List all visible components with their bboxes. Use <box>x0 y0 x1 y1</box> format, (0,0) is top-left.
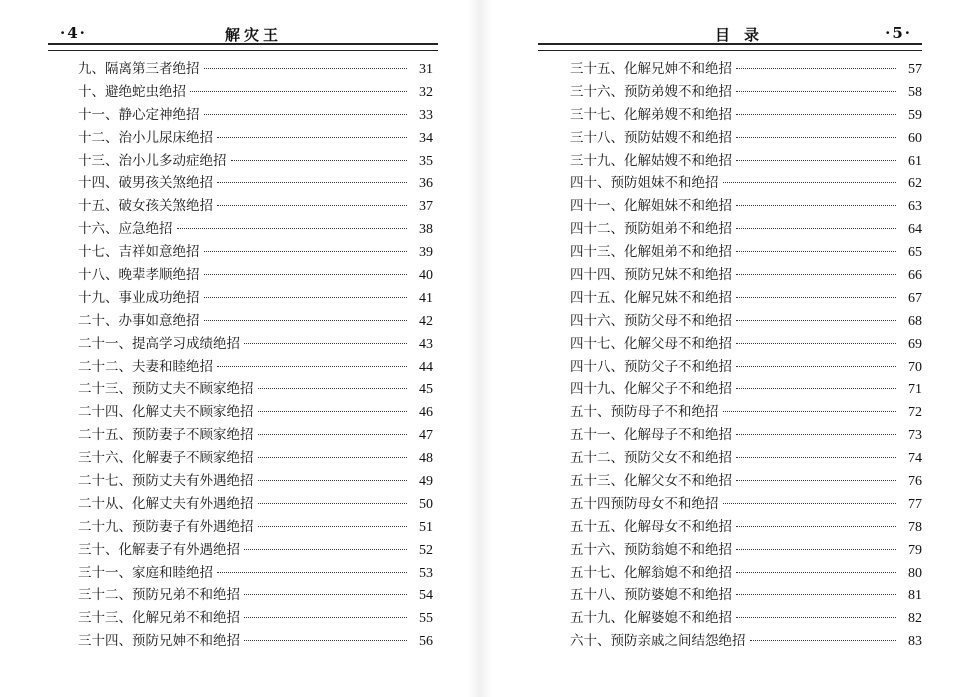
toc-entry-title: 四十五、化解兄妹不和绝招 <box>570 289 732 306</box>
toc-dot-leader <box>244 640 407 641</box>
toc-dot-leader <box>204 251 408 252</box>
toc-dot-leader <box>736 68 896 69</box>
toc-entry <box>570 539 922 562</box>
toc-entry <box>570 401 922 424</box>
toc-entry-title: 四十一、化解姐妹不和绝招 <box>570 198 732 215</box>
toc-entry <box>78 562 433 585</box>
toc-entry <box>570 493 922 516</box>
toc-entry <box>570 562 922 585</box>
toc-entry-title: 十四、破男孩关煞绝招 <box>78 175 213 192</box>
toc-entry-page: 45 <box>419 382 433 398</box>
toc-entry-title: 四十四、预防兄妹不和绝招 <box>570 267 732 284</box>
toc-dot-leader <box>258 457 408 458</box>
toc-dot-leader <box>736 297 896 298</box>
toc-entry <box>78 333 433 356</box>
toc-entry <box>570 333 922 356</box>
toc-dot-leader <box>244 549 407 550</box>
toc-entry-page: 49 <box>419 474 433 490</box>
toc-entry-title: 五十七、化解翁媳不和绝招 <box>570 564 732 581</box>
toc-entry <box>78 58 433 81</box>
left-header-title: 解灾王 <box>225 26 283 44</box>
toc-entry-title: 四十三、化解姐弟不和绝招 <box>570 244 732 261</box>
toc-dot-leader <box>204 320 408 321</box>
toc-entry <box>78 447 433 470</box>
left-page-header <box>50 24 435 44</box>
toc-entry <box>78 493 433 516</box>
toc-entry <box>570 424 922 447</box>
toc-entry-page: 33 <box>419 107 433 123</box>
toc-dot-leader <box>736 320 896 321</box>
toc-entry-title: 五十二、预防父女不和绝招 <box>570 450 732 467</box>
toc-entry-title: 四十七、化解父母不和绝招 <box>570 335 732 352</box>
toc-entry-title: 三十七、化解弟嫂不和绝招 <box>570 106 732 123</box>
toc-dot-leader <box>723 411 897 412</box>
toc-entry-page: 78 <box>908 519 922 535</box>
toc-entry <box>78 81 433 104</box>
toc-entry-page: 64 <box>908 222 922 238</box>
toc-entry <box>570 58 922 81</box>
toc-entry-page: 55 <box>419 611 433 627</box>
toc-entry <box>570 310 922 333</box>
toc-entry-title: 三十六、化解妻子不顾家绝招 <box>78 450 254 467</box>
toc-entry <box>78 172 433 195</box>
toc-entry-page: 63 <box>908 199 922 215</box>
toc-entry <box>570 218 922 241</box>
toc-dot-leader <box>231 160 408 161</box>
toc-entry-title: 十五、破女孩关煞绝招 <box>78 198 213 215</box>
toc-entry <box>570 127 922 150</box>
left-header-rule <box>48 43 438 51</box>
toc-entry-page: 51 <box>419 519 433 535</box>
toc-entry-page: 56 <box>419 634 433 650</box>
toc-entry-page: 73 <box>908 428 922 444</box>
toc-entry-title: 三十一、家庭和睦绝招 <box>78 564 213 581</box>
left-toc-list <box>78 58 433 653</box>
toc-entry <box>78 150 433 173</box>
right-header-rule <box>538 43 922 51</box>
toc-entry <box>78 104 433 127</box>
toc-entry-title: 五十九、化解婆媳不和绝招 <box>570 610 732 627</box>
toc-entry-page: 80 <box>908 565 922 581</box>
toc-entry-title: 三十五、化解兄妽不和绝招 <box>570 61 732 77</box>
toc-dot-leader <box>217 182 407 183</box>
toc-entry-title: 十二、治小儿尿床绝招 <box>78 129 213 146</box>
toc-entry <box>570 264 922 287</box>
toc-entry-title: 五十三、化解父女不和绝招 <box>570 473 732 490</box>
toc-entry-title: 十八、晚辈孝顺绝招 <box>78 267 200 284</box>
toc-entry-page: 32 <box>419 84 433 100</box>
toc-entry <box>78 424 433 447</box>
toc-entry-page: 44 <box>419 359 433 375</box>
toc-entry-title: 三十六、预防弟嫂不和绝招 <box>570 83 732 100</box>
toc-entry-page: 43 <box>419 336 433 352</box>
toc-entry-title: 三十、化解妻子有外遇绝招 <box>78 541 240 558</box>
toc-entry-page: 37 <box>419 199 433 215</box>
toc-entry-page: 83 <box>908 634 922 650</box>
right-page-number: ·5· <box>885 24 912 42</box>
toc-entry <box>78 630 433 653</box>
toc-entry-page: 52 <box>419 542 433 558</box>
toc-entry-page: 68 <box>908 313 922 329</box>
toc-entry-page: 35 <box>419 153 433 169</box>
toc-entry-title: 四十九、化解父子不和绝招 <box>570 381 732 398</box>
toc-entry-title: 二十、办事如意绝招 <box>78 312 200 329</box>
toc-dot-leader <box>736 366 896 367</box>
toc-dot-leader <box>258 388 408 389</box>
toc-entry-title: 十一、静心定神绝招 <box>78 106 200 123</box>
toc-entry-title: 二十四、化解丈夫不顾家绝招 <box>78 404 254 421</box>
toc-entry-title: 二十五、预防妻子不顾家绝招 <box>78 427 254 444</box>
toc-dot-leader <box>244 343 407 344</box>
toc-entry-page: 66 <box>908 268 922 284</box>
toc-dot-leader <box>177 228 408 229</box>
toc-entry-page: 39 <box>419 245 433 261</box>
toc-dot-leader <box>736 594 896 595</box>
toc-entry-page: 59 <box>908 107 922 123</box>
toc-dot-leader <box>190 91 407 92</box>
toc-entry <box>570 104 922 127</box>
toc-dot-leader <box>736 160 896 161</box>
toc-entry-title: 二十从、化解丈夫有外遇绝招 <box>78 495 254 512</box>
toc-entry-title: 五十四预防母女不和绝招 <box>570 495 719 512</box>
toc-entry-title: 五十、预防母子不和绝招 <box>570 404 719 421</box>
toc-entry-title: 十九、事业成功绝招 <box>78 289 200 306</box>
toc-entry-title: 二十二、夫妻和睦绝招 <box>78 358 213 375</box>
toc-entry-page: 69 <box>908 336 922 352</box>
toc-entry <box>78 195 433 218</box>
toc-entry-title: 十三、治小儿多动症绝招 <box>78 152 227 169</box>
toc-entry <box>78 218 433 241</box>
toc-entry <box>570 356 922 379</box>
right-page <box>480 0 960 697</box>
toc-entry <box>570 241 922 264</box>
toc-entry <box>78 356 433 379</box>
toc-dot-leader <box>258 503 408 504</box>
toc-dot-leader <box>736 549 896 550</box>
toc-dot-leader <box>736 526 896 527</box>
toc-dot-leader <box>736 480 896 481</box>
toc-entry <box>78 264 433 287</box>
toc-entry-page: 31 <box>419 62 433 77</box>
toc-entry <box>78 241 433 264</box>
toc-entry-page: 34 <box>419 130 433 146</box>
toc-dot-leader <box>244 594 407 595</box>
toc-entry-title: 三十九、化解姑嫂不和绝招 <box>570 152 732 169</box>
toc-entry-title: 五十一、化解母子不和绝招 <box>570 427 732 444</box>
toc-entry-title: 十、避绝蛇虫绝招 <box>78 83 186 100</box>
toc-entry-page: 36 <box>419 176 433 192</box>
toc-entry-title: 五十八、预防婆媳不和绝招 <box>570 587 732 604</box>
toc-entry <box>570 81 922 104</box>
toc-dot-leader <box>217 572 407 573</box>
toc-entry <box>78 127 433 150</box>
toc-entry <box>570 447 922 470</box>
toc-entry <box>570 287 922 310</box>
toc-dot-leader <box>750 640 897 641</box>
toc-entry-page: 38 <box>419 222 433 238</box>
toc-entry-title: 四十八、预防父子不和绝招 <box>570 358 732 375</box>
toc-dot-leader <box>736 388 896 389</box>
toc-entry-page: 41 <box>419 290 433 306</box>
toc-dot-leader <box>217 205 407 206</box>
toc-entry-page: 67 <box>908 290 922 306</box>
toc-entry-page: 62 <box>908 176 922 192</box>
toc-entry-title: 二十三、预防丈夫不顾家绝招 <box>78 381 254 398</box>
toc-entry-page: 42 <box>419 313 433 329</box>
toc-entry-page: 50 <box>419 496 433 512</box>
toc-dot-leader <box>723 182 897 183</box>
toc-entry-page: 40 <box>419 268 433 284</box>
toc-entry-title: 五十五、化解母女不和绝招 <box>570 518 732 535</box>
toc-dot-leader <box>244 617 407 618</box>
toc-entry <box>570 584 922 607</box>
toc-dot-leader <box>258 480 408 481</box>
toc-dot-leader <box>204 68 408 69</box>
toc-entry-page: 79 <box>908 542 922 558</box>
right-page-header <box>540 24 920 44</box>
toc-entry-page: 76 <box>908 474 922 490</box>
toc-entry-page: 74 <box>908 451 922 467</box>
toc-entry-title: 四十六、预防父母不和绝招 <box>570 312 732 329</box>
toc-dot-leader <box>736 251 896 252</box>
toc-entry-title: 三十八、预防姑嫂不和绝招 <box>570 129 732 146</box>
toc-dot-leader <box>736 114 896 115</box>
toc-entry-page: 81 <box>908 588 922 604</box>
toc-dot-leader <box>736 617 896 618</box>
toc-entry <box>78 378 433 401</box>
toc-entry-page: 70 <box>908 359 922 375</box>
toc-entry-page: 72 <box>908 405 922 421</box>
toc-entry <box>570 607 922 630</box>
toc-entry <box>78 539 433 562</box>
toc-entry-title: 九、隔离第三者绝招 <box>78 61 200 77</box>
toc-dot-leader <box>736 274 896 275</box>
toc-dot-leader <box>736 137 896 138</box>
toc-entry-page: 47 <box>419 428 433 444</box>
toc-entry <box>78 516 433 539</box>
toc-entry <box>570 470 922 493</box>
toc-entry-title: 二十七、预防丈夫有外遇绝招 <box>78 473 254 490</box>
toc-dot-leader <box>736 457 896 458</box>
toc-entry-title: 十六、应急绝招 <box>78 221 173 238</box>
toc-entry-page: 58 <box>908 84 922 100</box>
left-page-number: ·4· <box>60 24 87 42</box>
toc-entry-title: 四十二、预防姐弟不和绝招 <box>570 221 732 238</box>
toc-entry <box>570 516 922 539</box>
toc-entry-title: 四十、预防姐妹不和绝招 <box>570 175 719 192</box>
toc-entry-title: 二十一、提高学习成绩绝招 <box>78 335 240 352</box>
toc-entry <box>570 630 922 653</box>
toc-dot-leader <box>204 297 408 298</box>
toc-dot-leader <box>736 572 896 573</box>
toc-entry-title: 五十六、预防翁媳不和绝招 <box>570 541 732 558</box>
toc-dot-leader <box>736 228 896 229</box>
toc-entry-title: 三十三、化解兄弟不和绝招 <box>78 610 240 627</box>
toc-entry-page: 61 <box>908 153 922 169</box>
toc-dot-leader <box>258 411 408 412</box>
toc-entry-title: 六十、预防亲戚之间结怨绝招 <box>570 633 746 650</box>
toc-entry <box>570 378 922 401</box>
toc-dot-leader <box>736 205 896 206</box>
toc-dot-leader <box>258 526 408 527</box>
toc-dot-leader <box>736 343 896 344</box>
toc-entry <box>570 150 922 173</box>
toc-dot-leader <box>217 137 407 138</box>
toc-entry-page: 48 <box>419 451 433 467</box>
toc-dot-leader <box>217 366 407 367</box>
toc-entry <box>78 287 433 310</box>
toc-entry-page: 46 <box>419 405 433 421</box>
toc-entry <box>570 172 922 195</box>
toc-entry-title: 三十四、预防兄妽不和绝招 <box>78 633 240 650</box>
toc-dot-leader <box>204 114 408 115</box>
toc-entry <box>78 584 433 607</box>
toc-entry <box>78 470 433 493</box>
right-toc-list <box>570 58 922 653</box>
toc-entry-title: 三十二、预防兄弟不和绝招 <box>78 587 240 604</box>
toc-entry <box>78 310 433 333</box>
toc-dot-leader <box>736 434 896 435</box>
toc-entry-page: 82 <box>908 611 922 627</box>
toc-entry <box>570 195 922 218</box>
toc-dot-leader <box>723 503 897 504</box>
right-header-title: 目录 <box>715 26 774 44</box>
toc-entry-title: 十七、吉祥如意绝招 <box>78 244 200 261</box>
toc-entry <box>78 607 433 630</box>
toc-dot-leader <box>258 434 408 435</box>
toc-dot-leader <box>736 91 896 92</box>
toc-entry <box>78 401 433 424</box>
toc-entry-page: 54 <box>419 588 433 604</box>
toc-entry-page: 71 <box>908 382 922 398</box>
toc-entry-title: 二十九、预防妻子有外遇绝招 <box>78 518 254 535</box>
toc-entry-page: 65 <box>908 245 922 261</box>
toc-dot-leader <box>204 274 408 275</box>
toc-entry-page: 57 <box>908 62 922 77</box>
toc-entry-page: 77 <box>908 496 922 512</box>
toc-entry-page: 60 <box>908 130 922 146</box>
toc-entry-page: 53 <box>419 565 433 581</box>
